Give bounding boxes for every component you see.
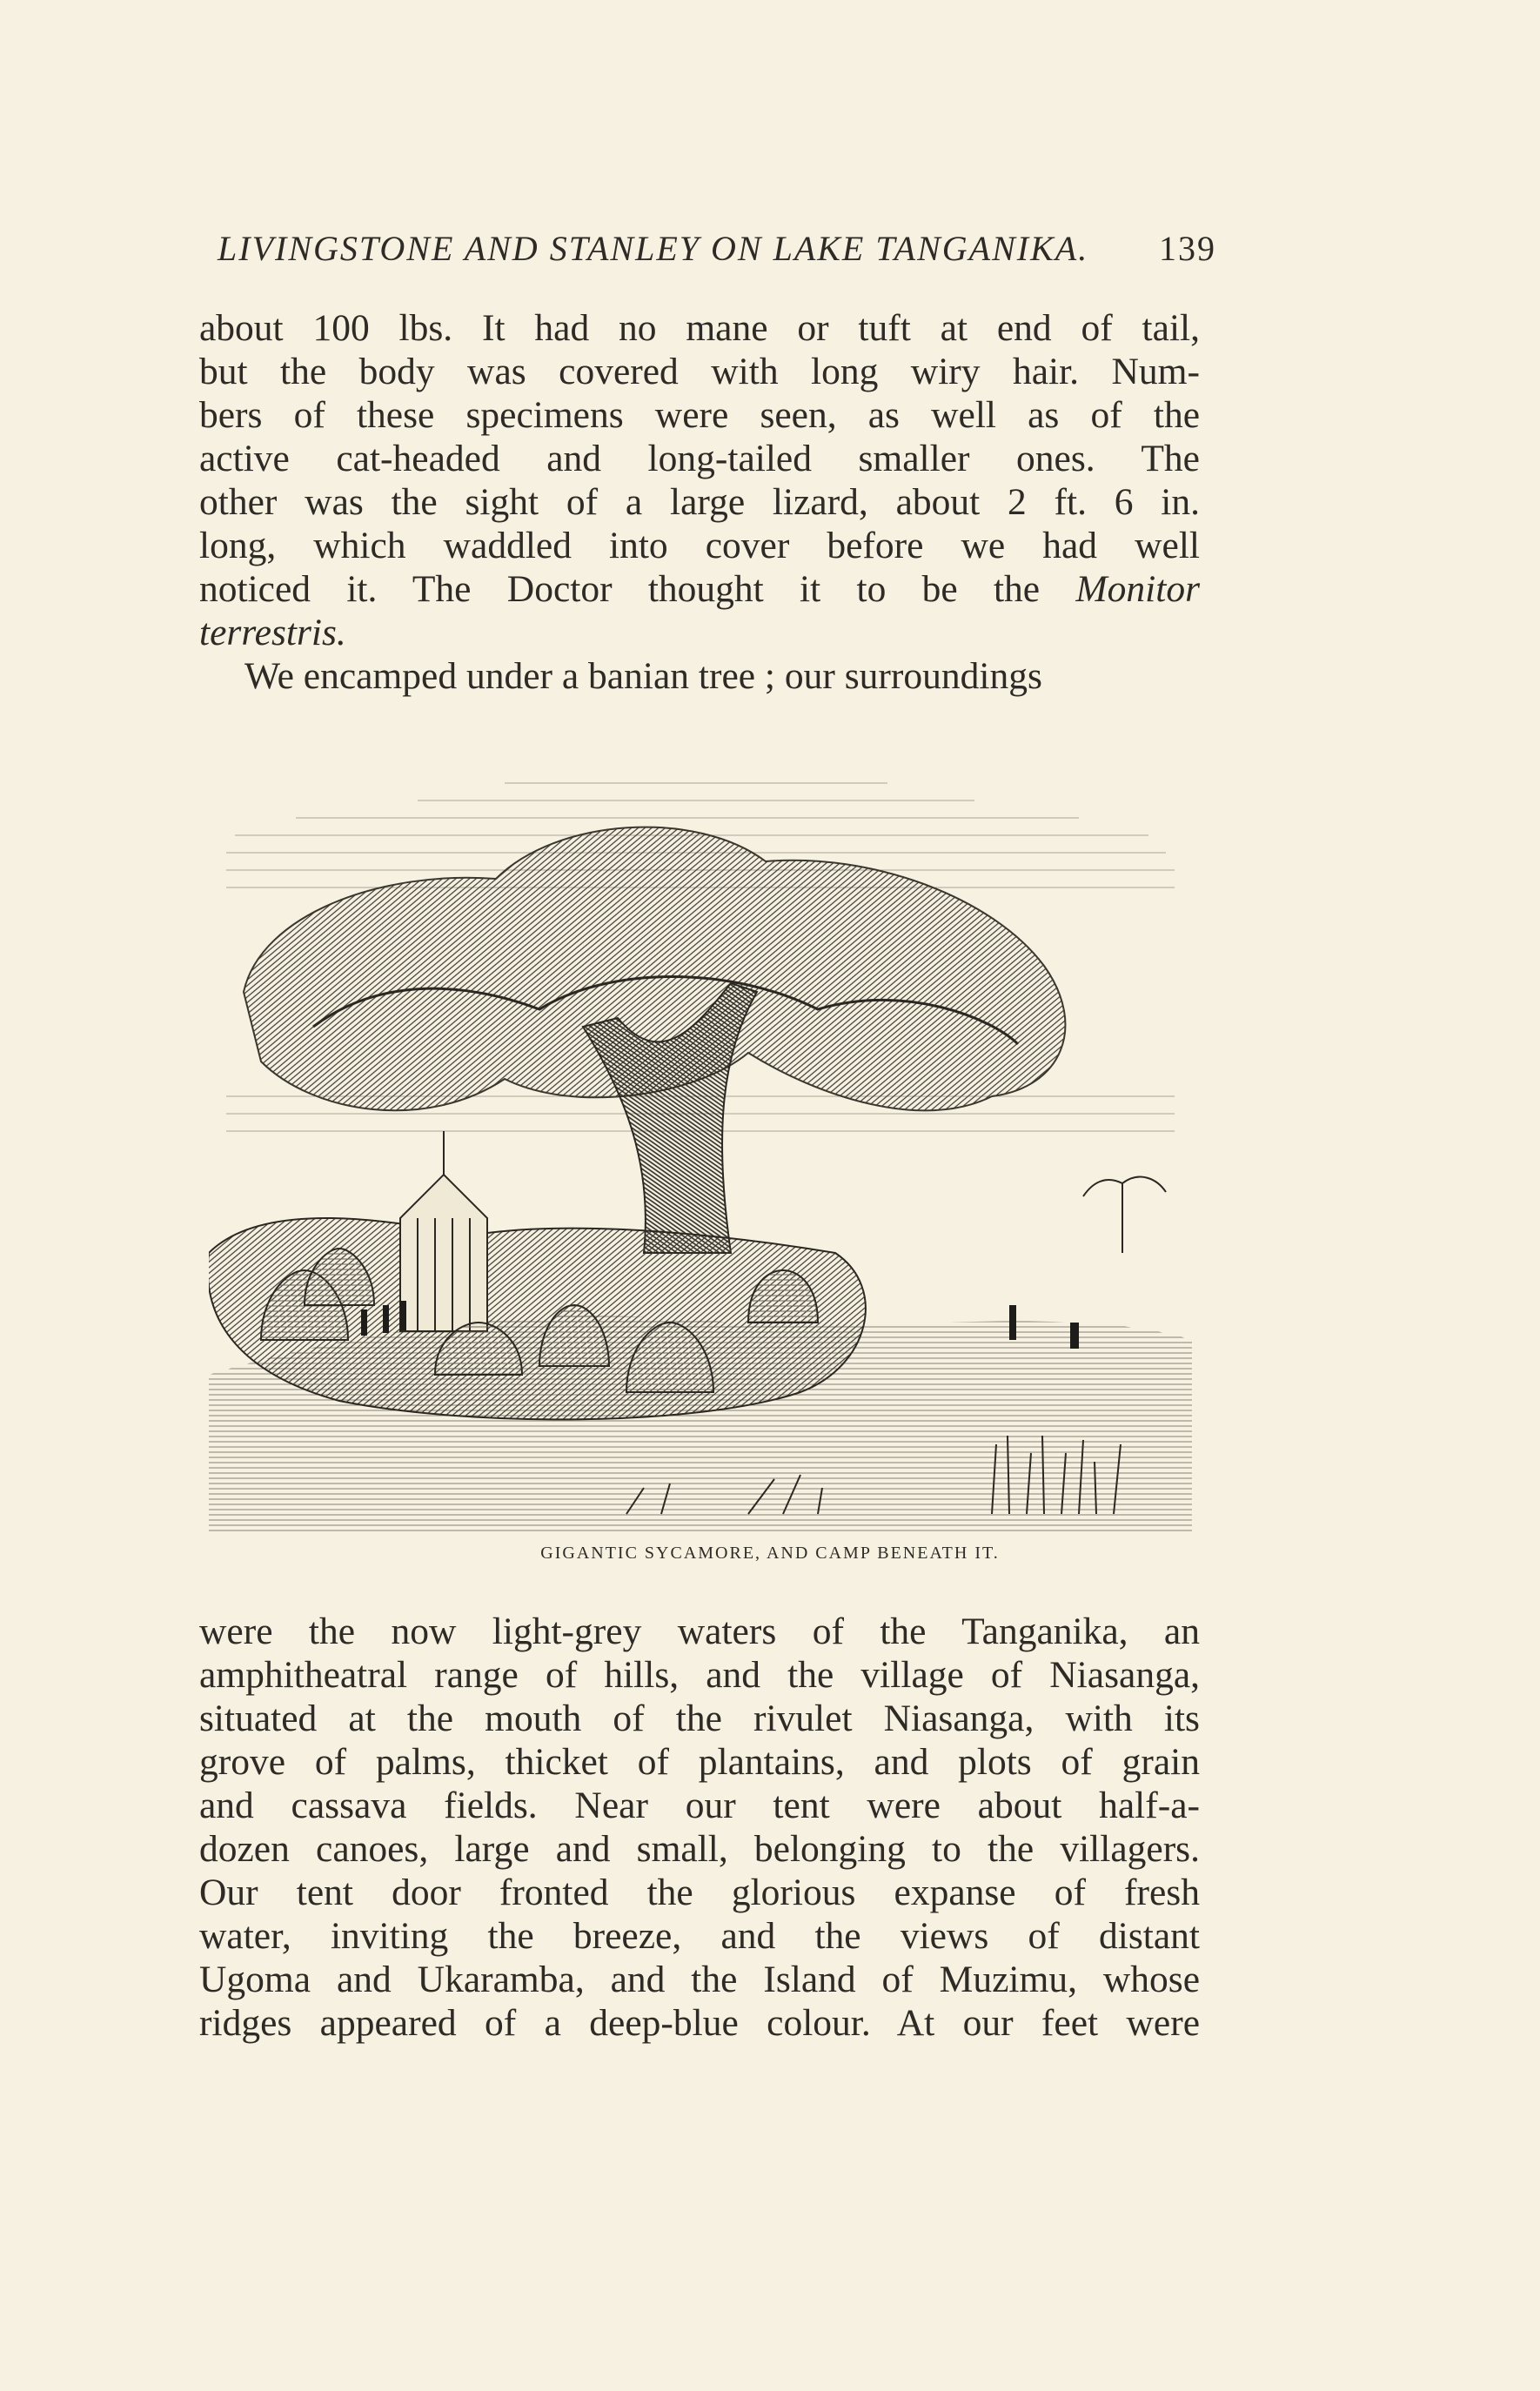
running-title: LIVINGSTONE AND STANLEY ON LAKE TANGANIKA. [218,229,1089,268]
text-line: long, which waddled into cover before we had well [199,525,1200,566]
italic-term: Monitor [1075,568,1201,610]
text-line: grove of palms, thicket of plantains, and plots of grain [199,1741,1200,1783]
running-header [218,228,1216,269]
distant-palm [1083,1177,1166,1253]
text-line: Ugoma and Ukaramba, and the Island of Muzimu, whose [199,1959,1200,2000]
figure-caption: GIGANTIC SYCAMORE, AND CAMP BENEATH IT. [540,1544,1000,1563]
text-line: active cat-headed and long-tailed smaller ones. The [199,438,1200,479]
text-line: were the now light-grey waters of the Tanganika, an [199,1611,1200,1652]
text-line: amphitheatral range of hills, and the village of Niasanga, [199,1654,1200,1696]
text-line: ridges appeared of a deep-blue colour. At our feet were [199,2002,1200,2044]
page-number: 139 [1159,229,1216,268]
text-line: Our tent door fronted the glorious expanse of fresh [199,1872,1200,1913]
engraving-illustration [209,766,1192,1531]
text-line: We encamped under a banian tree ; our surroundings [244,655,1042,697]
text-line: situated at the mouth of the rivulet Niasanga, with its [199,1698,1200,1739]
text-line: about 100 lbs. It had no mane or tuft at end of tail, [199,307,1200,349]
text-line: bers of these specimens were seen, as well as of the [199,394,1200,436]
text-line-mixed [199,567,1200,611]
italic-term-line: terrestris. [199,612,346,653]
paragraph-3 [199,1610,1200,2045]
text-line: dozen canoes, large and small, belonging to the villagers. [199,1828,1200,1870]
text-line: water, inviting the breeze, and the views of distant [199,1915,1200,1957]
tent [400,1131,487,1331]
text-line: and cassava fields. Near our tent were about half-a- [199,1785,1200,1826]
paragraph-1 [199,306,1200,698]
text-line: noticed it. The Doctor thought it to be the [199,568,1041,610]
text-line: but the body was covered with long wiry hair. Num- [199,351,1200,392]
text-line: other was the sight of a large lizard, about 2 ft. 6 in. [199,481,1200,523]
